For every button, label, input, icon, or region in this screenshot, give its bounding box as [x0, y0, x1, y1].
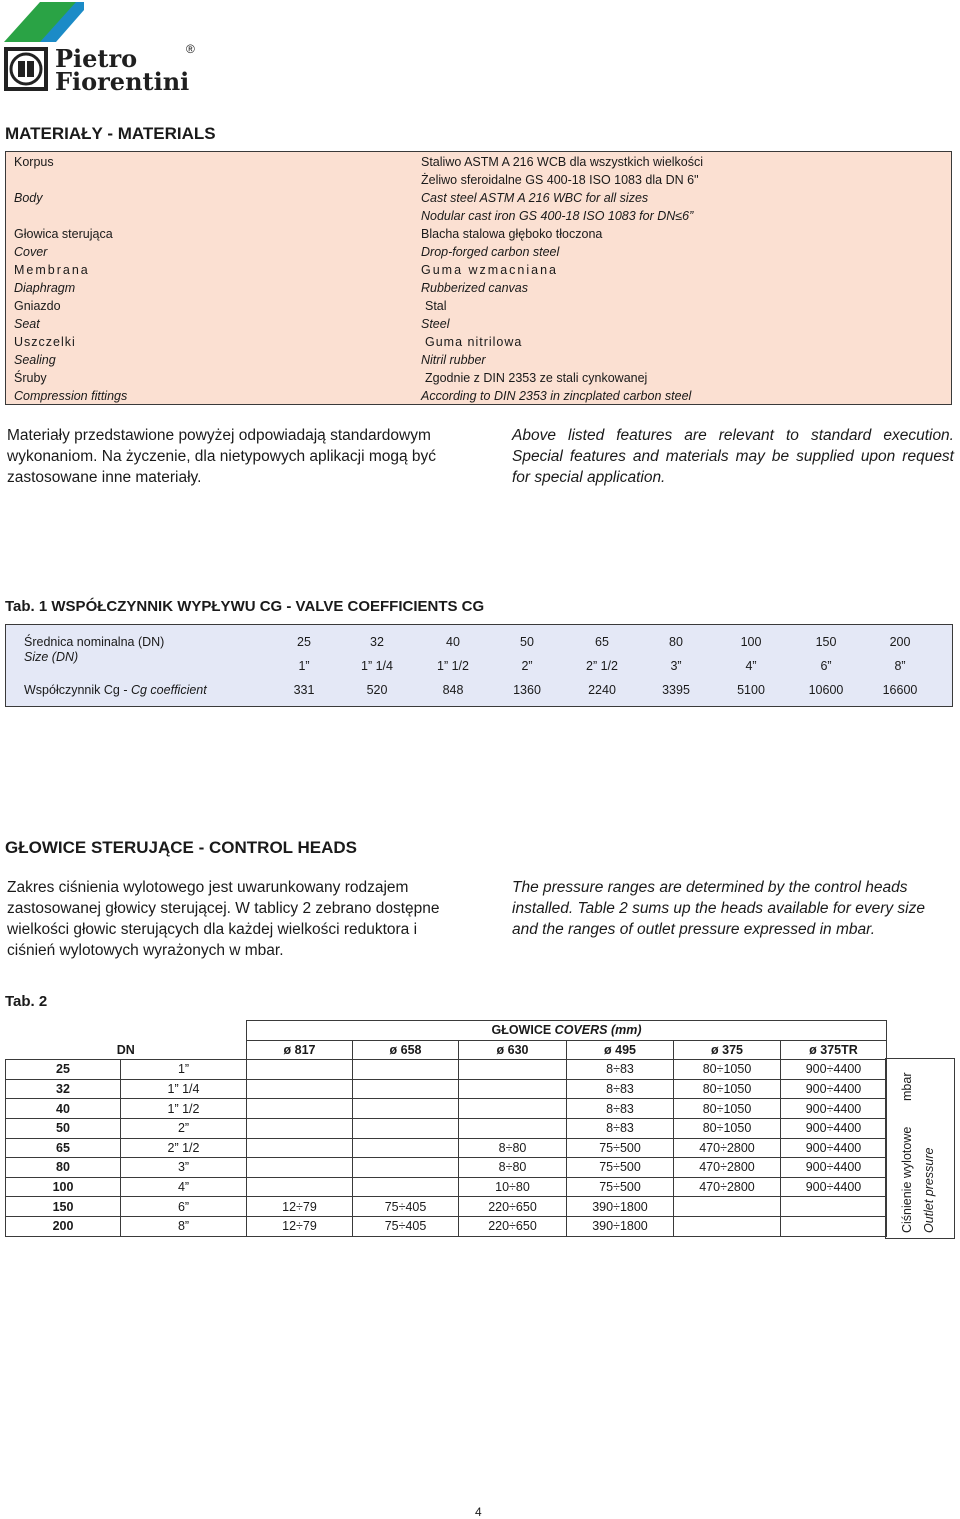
range-cell: 390÷1800	[567, 1216, 674, 1236]
range-cell	[247, 1060, 353, 1080]
tab1-cg-cell: 5100	[737, 683, 765, 697]
range-cell: 390÷1800	[567, 1197, 674, 1217]
dn-cell: 40	[6, 1099, 121, 1119]
range-cell	[353, 1060, 459, 1080]
tab1-dn-cell: 100	[740, 635, 762, 649]
tab1-inch-cell: 3”	[670, 659, 682, 673]
tab1-label-size: Size (DN)	[24, 650, 79, 664]
tab1-cg-cell: 1360	[513, 683, 541, 697]
tab1-cg-cell: 2240	[588, 683, 616, 697]
range-cell	[353, 1138, 459, 1158]
dn-cell: 25	[6, 1060, 121, 1080]
table-row	[6, 1216, 887, 1236]
table-row	[6, 1158, 887, 1178]
dn-cell: 200	[6, 1216, 121, 1236]
dn-cell: 65	[6, 1138, 121, 1158]
tab1-inch-cell: 8”	[894, 659, 906, 673]
tab1-label-dn: Średnica nominalna (DN)	[24, 635, 165, 649]
covers-header: GŁOWICE COVERS (mm)	[247, 1021, 887, 1041]
table-row	[6, 1060, 887, 1080]
materials-note-pl: Materiały przedstawione powyżej odpowiadają standardowym wykonaniom. Na życzenie, dla nietypowych aplikacji mogą być zastosowane inne materiały.	[7, 427, 437, 486]
materials-note-en: Above listed features are relevant to standard execution. Special features and materials may be supplied upon request for special application.	[512, 427, 954, 486]
tab1-dn-cell: 200	[889, 635, 911, 649]
range-cell: 75÷405	[353, 1216, 459, 1236]
tab1-label-cg: Współczynnik Cg - Cg coefficient	[24, 683, 207, 697]
range-cell: 8÷83	[567, 1079, 674, 1099]
range-cell	[247, 1177, 353, 1197]
range-cell: 900÷4400	[781, 1158, 887, 1178]
range-cell	[781, 1197, 887, 1217]
table-row	[6, 1099, 887, 1119]
material-row-value: Cast steel ASTM A 216 WBC for all sizes	[421, 191, 649, 205]
range-cell: 8÷80	[459, 1138, 567, 1158]
materials-title: MATERIAŁY - MATERIALS	[5, 124, 216, 143]
range-cell: 900÷4400	[781, 1060, 887, 1080]
range-cell: 80÷1050	[674, 1099, 781, 1119]
material-row-value: Guma wzmacniana	[421, 263, 558, 277]
range-cell	[247, 1079, 353, 1099]
range-cell: 8÷83	[567, 1118, 674, 1138]
tab1-dn-cell: 80	[669, 635, 683, 649]
range-cell	[459, 1099, 567, 1119]
material-row-value: Staliwo ASTM A 216 WCB dla wszystkich wielkości	[421, 155, 704, 169]
range-cell	[459, 1060, 567, 1080]
valve-coefficients-table	[5, 624, 953, 707]
range-cell: 80÷1050	[674, 1118, 781, 1138]
range-cell: 8÷83	[567, 1099, 674, 1119]
range-cell: 470÷2800	[674, 1177, 781, 1197]
dn-cell: 100	[6, 1177, 121, 1197]
range-cell	[353, 1118, 459, 1138]
material-row-value: Zgodnie z DIN 2353 ze stali cynkowanej	[425, 371, 648, 385]
material-row-value: According to DIN 2353 in zincplated carbon steel	[421, 389, 692, 403]
range-cell	[674, 1197, 781, 1217]
material-row-value: Rubberized canvas	[421, 281, 529, 295]
material-row-value: Guma nitrilowa	[425, 335, 523, 349]
table-row	[6, 1079, 887, 1099]
tab1-cg-cell: 10600	[808, 683, 844, 697]
material-row-label: Seat	[14, 317, 40, 331]
material-row-label: Sealing	[14, 353, 56, 367]
range-cell: 900÷4400	[781, 1118, 887, 1138]
material-row-value: Żeliwo sferoidalne GS 400-18 ISO 1083 dla DN 6"	[421, 173, 699, 187]
range-cell: 220÷650	[459, 1197, 567, 1217]
range-cell: 80÷1050	[674, 1079, 781, 1099]
range-cell: 12÷79	[247, 1197, 353, 1217]
registered-mark: ®	[186, 42, 195, 56]
material-row-label: Compression fittings	[14, 389, 128, 403]
tab1-dn-cell: 25	[297, 635, 311, 649]
outlet-pressure-label-pl: Ciśnienie wylotowe	[900, 1126, 914, 1233]
range-cell	[247, 1138, 353, 1158]
range-cell	[459, 1079, 567, 1099]
tab1-inch-cell: 4”	[745, 659, 757, 673]
range-cell	[459, 1118, 567, 1138]
tab1-inch-cell: 2”	[521, 659, 533, 673]
tab1-dn-cell: 65	[595, 635, 609, 649]
material-row-value: Steel	[421, 317, 450, 331]
material-row-value: Blacha stalowa głęboko tłoczona	[421, 227, 603, 241]
outlet-pressure-label-box	[885, 1058, 955, 1239]
material-row-label: Uszczelki	[14, 335, 76, 349]
range-cell	[353, 1177, 459, 1197]
cover-size-header: ø 630	[459, 1040, 567, 1060]
tab1-dn-cell: 32	[370, 635, 384, 649]
brand-name-line1: Pietro	[55, 44, 138, 73]
range-cell: 900÷4400	[781, 1138, 887, 1158]
dn-cell: 50	[6, 1118, 121, 1138]
dn-cell: 150	[6, 1197, 121, 1217]
control-heads-text-en: The pressure ranges are determined by the control heads installed. Table 2 sums up the heads available for every size and the ranges of outlet pressure expressed in mbar.	[512, 879, 925, 938]
range-cell	[781, 1216, 887, 1236]
dn-header: DN	[6, 1040, 247, 1060]
material-row-value: Nodular cast iron GS 400-18 ISO 1083 for DN≤6”	[421, 209, 694, 223]
page-number: 4	[475, 1505, 482, 1519]
table-row	[6, 1177, 887, 1197]
table-row	[6, 1118, 887, 1138]
range-cell: 80÷1050	[674, 1060, 781, 1080]
control-heads-title: GŁOWICE STERUJĄCE - CONTROL HEADS	[5, 838, 357, 857]
material-row-value: Nitril rubber	[421, 353, 486, 367]
inch-cell: 6”	[121, 1197, 247, 1217]
cover-size-header: ø 375TR	[781, 1040, 887, 1060]
table-row	[6, 1197, 887, 1217]
range-cell: 75÷405	[353, 1197, 459, 1217]
inch-cell: 2”	[121, 1118, 247, 1138]
tab1-cg-cell: 520	[366, 683, 388, 697]
tab1-cg-cell: 848	[442, 683, 464, 697]
dn-cell: 80	[6, 1158, 121, 1178]
cover-size-header: ø 817	[247, 1040, 353, 1060]
tab1-inch-cell: 1” 1/4	[361, 659, 393, 673]
tab1-inch-cell: 6”	[820, 659, 832, 673]
range-cell	[247, 1099, 353, 1119]
material-row-label: Gniazdo	[14, 299, 61, 313]
pressure-unit-label: mbar	[900, 1072, 914, 1101]
material-row-value: Drop-forged carbon steel	[421, 245, 560, 259]
control-heads-table	[5, 1020, 887, 1237]
tab2-label: Tab. 2	[5, 993, 48, 1010]
range-cell: 470÷2800	[674, 1158, 781, 1178]
range-cell	[247, 1158, 353, 1178]
inch-cell: 1” 1/4	[121, 1079, 247, 1099]
range-cell	[353, 1079, 459, 1099]
range-cell: 75÷500	[567, 1138, 674, 1158]
tab1-title: Tab. 1 WSPÓŁCZYNNIK WYPŁYWU CG - VALVE COEFFICIENTS CG	[5, 598, 485, 615]
table-row	[6, 1138, 887, 1158]
outlet-pressure-label-en: Outlet pressure	[922, 1147, 936, 1233]
tab1-cg-cell: 3395	[662, 683, 690, 697]
range-cell	[353, 1158, 459, 1178]
range-cell	[674, 1216, 781, 1236]
range-cell: 12÷79	[247, 1216, 353, 1236]
inch-cell: 4”	[121, 1177, 247, 1197]
materials-table	[5, 151, 952, 405]
material-row-label: Diaphragm	[14, 281, 76, 295]
range-cell: 220÷650	[459, 1216, 567, 1236]
tab1-inch-cell: 1” 1/2	[437, 659, 469, 673]
material-row-label: Body	[14, 191, 43, 205]
cover-size-header: ø 658	[353, 1040, 459, 1060]
range-cell: 470÷2800	[674, 1138, 781, 1158]
range-cell	[247, 1118, 353, 1138]
tab1-inch-cell: 1”	[298, 659, 310, 673]
inch-cell: 1”	[121, 1060, 247, 1080]
material-row-label: Cover	[14, 245, 48, 259]
tab1-dn-cell: 40	[446, 635, 460, 649]
control-heads-text-pl: Zakres ciśnienia wylotowego jest uwarunkowany rodzajem zastosowanej głowicy sterującej. W tablicy 2 zebrano dostępne wielkości głowic sterujących dla każdej wielkości reduktora i ciśnień wylotowych wyrażonych w mbar.	[7, 879, 440, 959]
range-cell	[353, 1099, 459, 1119]
inch-cell: 2” 1/2	[121, 1138, 247, 1158]
brand-name-line2: Fiorentini	[55, 67, 190, 96]
dn-cell: 32	[6, 1079, 121, 1099]
material-row-label: Śruby	[14, 371, 47, 385]
range-cell: 8÷80	[459, 1158, 567, 1178]
range-cell: 900÷4400	[781, 1099, 887, 1119]
cover-size-header: ø 495	[567, 1040, 674, 1060]
range-cell: 8÷83	[567, 1060, 674, 1080]
range-cell: 900÷4400	[781, 1079, 887, 1099]
tab1-inch-cell: 2” 1/2	[586, 659, 618, 673]
range-cell: 10÷80	[459, 1177, 567, 1197]
material-row-label: Głowica sterująca	[14, 227, 113, 241]
range-cell: 900÷4400	[781, 1177, 887, 1197]
range-cell: 75÷500	[567, 1158, 674, 1178]
inch-cell: 3”	[121, 1158, 247, 1178]
material-row-label: Membrana	[14, 263, 90, 277]
material-row-value: Stal	[425, 299, 447, 313]
material-row-label: Korpus	[14, 155, 54, 169]
tab1-dn-cell: 150	[815, 635, 837, 649]
inch-cell: 8”	[121, 1216, 247, 1236]
tab1-dn-cell: 50	[520, 635, 534, 649]
tab1-cg-cell: 331	[293, 683, 315, 697]
tab1-cg-cell: 16600	[882, 683, 918, 697]
range-cell: 75÷500	[567, 1177, 674, 1197]
inch-cell: 1” 1/2	[121, 1099, 247, 1119]
cover-size-header: ø 375	[674, 1040, 781, 1060]
